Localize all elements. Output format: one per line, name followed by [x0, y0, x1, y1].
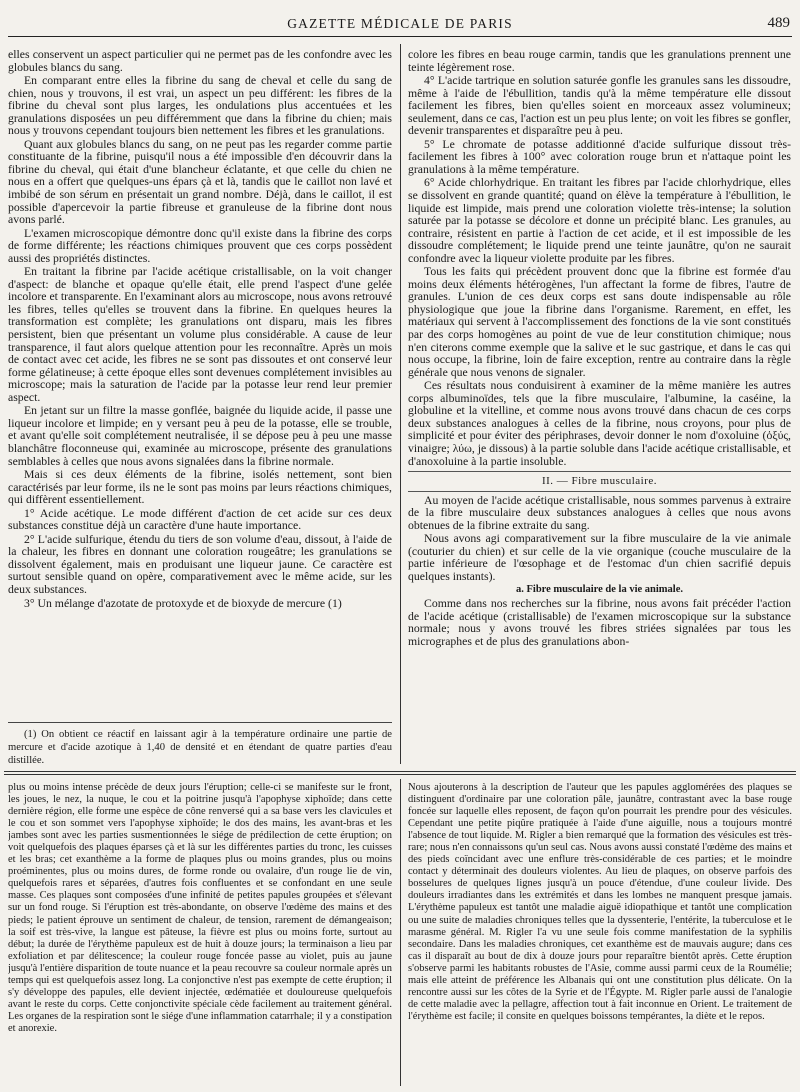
paragraph: Tous les faits qui précèdent prouvent donc que la fibrine est formée d'au moins deux éléments hétérogènes, l'un affectant la forme de fibres, l'autre de granules. L'union de ces deux corps est sans doute indispensable au rôle physiologique que joue la fibrine dans l'organisme. Rarement, en effet, les matériaux qui servent à l'accomplissement des fonctions de la vie sont constitués par des corps homogènes au point de vue de leur constitution chimique; nous n'en citerons comme exemple que la salive et le suc gastrique, et dans le cas qui nous occupe, la fibrine, loin de faire exception, rentre au contraire dans la règle générale que nous venons de signaler.	[408, 265, 791, 379]
paragraph: Comme dans nos recherches sur la fibrine, nous avons fait précéder l'action de l'acide acétique (cristallisable) de l'examen microscopique sur la substance normale; nous y avons trouvé les fibres striées signalées par tous les micrographes et de plus des granulations abon-	[408, 596, 791, 648]
section-heading: II. — Fibre musculaire.	[541, 475, 658, 488]
paragraph: Ces résultats nous conduisirent à examiner de la même manière les autres corps albuminoïdes, tels que la fibre musculaire, l'albumine, la caséine, la globuline et la vitelline, et comme nous avons trouvé dans chacun de ces corps deux substances analogues à celles de la fibrine, nous croyons, pour plus de simplicité et pour éviter des périphrases, devoir donner le nom d'oxoluine (ὀξύς, vinaigre; λύω, je dissous) à la partie soluble dans l'acide acétique cristallisable, et d'anoxoluine à la partie insoluble.	[408, 379, 791, 468]
journal-title: GAZETTE MÉDICALE DE PARIS	[287, 16, 513, 31]
section-rule	[408, 491, 791, 492]
paragraph: plus ou moins intense précède de deux jours l'éruption; celle-ci se manifeste sur le front, les joues, le nez, la nuque, le cou et la poitrine jusqu'à l'apophyse xiphoïde; dans cette dernière région, elle forme une espèce de cône renversé qui a sa base vers les clavicules et le cou et son sommet vers l'apophyse xiphoïde; le dos des mains, les avant-bras et les jambes sont avec les parties susmentionnées le siége de prédilection de cette éruption; on voit quelquefois des plaques éparses çà et là sur les différentes parties du tronc, les cuisses et les bras; cet exanthème a la forme de plaques plus ou moins grandes, plus ou moins proéminentes, plus ou moins dures, de forme ronde ou ovalaire, d'un rouge lie de vin, quelquefois rares et séparées, d'autres fois confluentes et se confondant en une seule masse. Ces plaques sont composées d'une infinité de petites papules groupées et s'élevant sur un fond rouge. Si l'éruption est très-abondante, on observe l'œdème des mains et des pieds; le patient éprouve un sentiment de chaleur, de tension, rarement de démangeaison; la soif est très-vive, la langue est pâteuse, la fièvre est plus ou moins forte, surtout au début; la durée de l'érythème papuleux est de huit à douze jours; la terminaison a lieu par exfoliation et par délitescence; la couleur rouge foncée passe au violet, puis au jaune jusqu'à l'entière disparition de toute nuance et la peau recouvre sa couleur normale après un temps qui est quelquefois assez long. La conjonctive n'est pas exempte de cette éruption; il s'y développe des papules, elle devient injectée, œdématiée et douloureuse quelquefois avant le reste du corps. Cette conjonctivite spéciale cède facilement au traitement général. Les organes de la respiration sont le siége d'une inflammation catarrhale; il y a constipation et anorexie.	[8, 782, 392, 1034]
footnote-rule	[8, 722, 392, 723]
paragraph: Au moyen de l'acide acétique cristallisable, nous sommes parvenus à extraire de la fibre musculaire deux substances analogues à celles que nous avons obtenues de la fibrine extraite du sang.	[408, 493, 791, 532]
page-number: 489	[767, 15, 790, 31]
top-right-column	[408, 49, 791, 761]
page-header	[8, 14, 792, 37]
paragraph: En jetant sur un filtre la masse gonflée, baignée du liquide acide, il passe une liqueur incolore et limpide; en y versant peu à peu de la potasse, elle se trouble, et avant qu'elle soit complétement neutralisée, il se dépose peu à peu une masse blanchâtre floconneuse qui, examinée au microscope, présente des granulations semblables à celles que nous avons signalées dans la fibrine normale.	[8, 404, 392, 468]
paragraph: colore les fibres en beau rouge carmin, tandis que les granulations prennent une teinte légèrement rose.	[408, 49, 791, 74]
paragraph: En comparant entre elles la fibrine du sang de cheval et celle du sang de chien, nous y trouvons, il est vrai, un aspect un peu différent: les fibres de la fibrine du cheval sont plus larges, les ondulations plus accentuées et les granulations disposées un peu différemment que dans la fibrine du chien; mais nous y trouvons cependant toujours bien nettement les fibres et les granulations.	[8, 74, 392, 138]
paragraph: L'examen microscopique démontre donc qu'il existe dans la fibrine des corps de forme différente; les réactions chimiques prouvent que ces corps possèdent aussi des propriétés distinctes.	[8, 226, 392, 265]
paragraph: 5° Le chromate de potasse additionné d'acide sulfurique dissout très-facilement les fibres à 100° avec coloration rouge brun et n'attaque point les granulations à la même température.	[408, 137, 791, 176]
subsection-heading: a. Fibre musculaire de la vie animale.	[515, 584, 683, 596]
paragraph: Nous ajouterons à la description de l'auteur que les papules agglomérées des plaques se distinguent d'ordinaire par une coloration pâle, jaunâtre, contrastant avec la base rouge foncée sur laquelle elles reposent, de façon qu'on pourrait les prendre pour des vésicules. Cependant une petite piqûre pratiquée à l'aide d'une aiguille, nous a toujours montré l'absence de tout liquide. M. Rigler a bien remarqué que la formation des vésicules est très-rare; nous n'en connaissons qu'un seul cas. Nous avons aussi constaté l'œdème des mains et des pieds coïncidant avec une enflure très-considérable de ces parties; et le moindre contact y déterminait des douleurs violentes. Au lieu de plaques, on observe parfois des bosselures de quelques lignes jusqu'à un pouce d'étendue, d'une couleur livide. Des douleurs irradiantes dans les extrémités et dans les lombes ne manquent presque jamais. L'érythème papuleux est tantôt une maladie aiguë idiopathique et tantôt une complication ou une suite de maladies chroniques telles que la dyssenterie, l'entérite, la tuberculose et le marasme général. M. Rigler l'a vu une seule fois comme manifestation de la syphilis secondaire. Dans les maladies chroniques, cet exanthème est de mauvais augure; dans ces cas il disparaît au bout de dix à douze jours pour reparaître bientôt après. Cette éruption s'observe parmi les habitants robustes de l'Asie, comme aussi parmi ceux de la Roumélie; mais elle atteint de préférence les Albanais qui ont une constitution plus délicate. On la rencontre aussi sur les côtes de la Syrie et de l'Égypte. M. Rigler parle aussi de l'analogie de cette maladie avec la pellagre, affection tout à fait inconnue en Orient. Le traitement de l'érythème est facile; il consite en quelques boissons tempérantes, la diète et le repos.	[408, 782, 792, 1022]
feuilleton-rule	[4, 771, 796, 775]
paragraph: 2° L'acide sulfurique, étendu du tiers de son volume d'eau, dissout, à l'aide de la chaleur, les fibres en donnant une coloration rougeâtre; les granulations se dissolvent également, mais en produisant une liqueur jaune. Ce caractère est surtout sensible quand on opère, comparativement avec le même acide, sur les deux substances.	[8, 532, 392, 596]
paragraph: 1° Acide acétique. Le mode différent d'action de cet acide sur ces deux substances constitue déjà un caractère d'une haute importance.	[8, 506, 392, 533]
column-divider	[400, 44, 401, 764]
paragraph: Nous avons agi comparativement sur la fibre musculaire de la vie animale (couturier du chien) et sur celle de la vie organique (couche musculaire de la partie inférieure de l'œsophage et de l'estomac d'un chien sacrifié depuis quelques instants).	[408, 532, 791, 583]
column-divider	[400, 779, 401, 1086]
footnote	[8, 728, 392, 767]
paragraph: 4° L'acide tartrique en solution saturée gonfle les granules sans les dissoudre, même à l'aide de l'ébullition, tandis qu'à la même température elle dissout facilement les fibres, bien qu'elles soient en morceaux assez volumineux; seulement, dans ce cas, l'action est un peu plus lente; on voit les fibres se gonfler, devenir transparentes et disparaître peu à peu.	[408, 74, 791, 138]
paragraph: Mais si ces deux éléments de la fibrine, isolés nettement, sont bien caractérisés par leur forme, ils ne le sont pas moins par leurs réactions chimiques, qui diffèrent essentiellement.	[8, 468, 392, 507]
top-left-column	[8, 49, 392, 743]
bottom-left-column	[8, 782, 392, 1086]
paragraph: Quant aux globules blancs du sang, on ne peut pas les regarder comme partie constituante de la fibrine, puisqu'il nous a été impossible d'en découvrir dans la fibrine du cheval, qui était d'une blancheur éclatante, et que celle du chien ne nous en a offert que quelques-uns épars çà et là, tandis que le caillot non lavé et imbibé de son sérum en présentait un grand nombre. Déjà, dans le caillot, il est possible d'apercevoir la partie fibreuse et granuleuse de la fibrine dont nous avons parlé.	[8, 137, 392, 227]
paragraph: elles conservent un aspect particulier qui ne permet pas de les confondre avec les globules blancs du sang.	[8, 49, 392, 74]
bottom-right-column	[408, 782, 792, 1086]
paragraph: 6° Acide chlorhydrique. En traitant les fibres par l'acide chlorhydrique, elles se dissolvent en grande quantité; quand on élève la température à l'ébullition, le liquide est limpide, mais prend une coloration violette très-intense; la solution saturée par la potasse se décolore et donne un précipité blanc. Les granules, au contraire, résistent en partie à l'action de cet acide, et il est impossible de les dissoudre complétement; le liquide prend une teinte jaunâtre, qu'on ne saurait confondre avec la liqueur violette produite par les fibres.	[408, 176, 791, 265]
footnote-text: (1) On obtient ce réactif en laissant agir à la température ordinaire une partie de mercure et d'acide azotique à 1,40 de densité et en étendant de quatre parties d'eau distillée.	[8, 729, 392, 766]
paragraph: 3° Un mélange d'azotate de protoxyde et de bioxyde de mercure (1)	[24, 596, 342, 610]
section-rule	[408, 471, 791, 472]
paragraph: En traitant la fibrine par l'acide acétique cristallisable, on la voit changer d'aspect: de blanche et opaque qu'elle était, elle prend l'aspect d'une gelée incolore et transparente. En l'examinant alors au microscope, nous avons retrouvé les fibres, telles qu'elles se trouvent dans la fibrine. En quelques heures la transformation est complète; les granulations ont disparu, mais les fibres persistent, bien que présentant un volume plus considérable. A cause de leur transparence, il faut alors quelque attention pour les reconnaître. Après un mois de contact avec cet acide, les fibres ne se sont pas dissoutes et ont conservé leur forme gélatineuse; à cette époque elles sont devenues complétement invisibles au microscope; mais la saturation de l'acide par la potasse leur rend leur premier aspect.	[8, 265, 392, 404]
